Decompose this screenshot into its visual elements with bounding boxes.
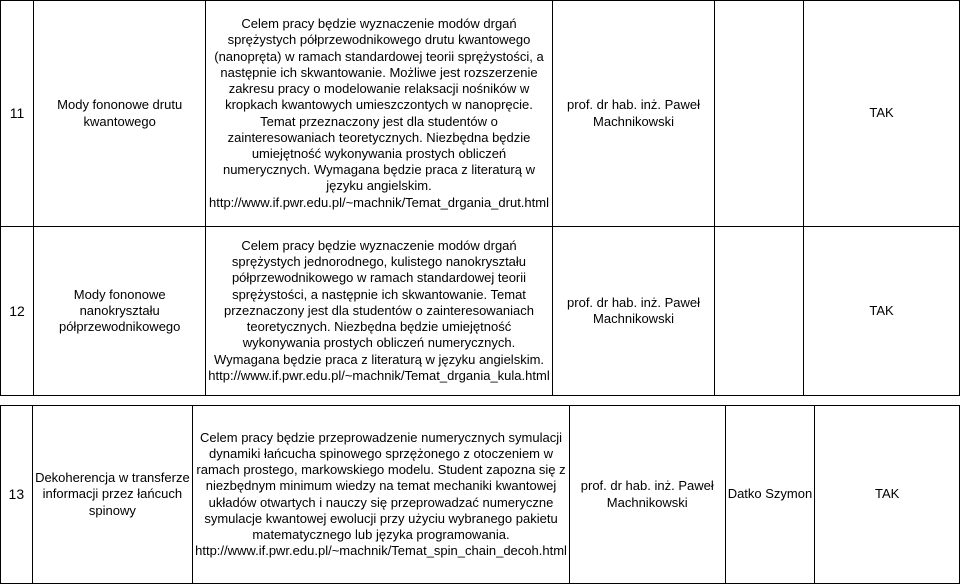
supervisor-name: prof. dr hab. inż. Paweł Machnikowski xyxy=(552,1,715,227)
student-name xyxy=(715,1,804,227)
row-number: 12 xyxy=(1,227,34,396)
student-name: Datko Szymon xyxy=(725,406,815,584)
table-row xyxy=(1,1,960,227)
topics-table-lower xyxy=(0,405,960,584)
topic-title: Dekoherencja w transferze informacji przez łańcuch spinowy xyxy=(32,406,192,584)
topic-description: Celem pracy będzie wyznaczenie modów drgań sprężystych półprzewodnikowego drutu kwantowego (nanopręta) w ramach standardowej teorii sprężystości, a następnie ich skwantowanie. Możliwe jest rozszerzenie zakresu pracy o modelowanie relaksacji nośników w kropkach kwantowych umieszczontych w nanopręcie. Temat przeznaczony jest dla studentów o zainteresowaniach teoretycznych. Niezbędna będzie umiejętność wykonywania prostych obliczeń numerycznych. Wymagana będzie praca z literaturą w języku angielskim. http://www.if.pwr.edu.pl/~machnik/Temat_drgania_drut.html xyxy=(206,1,552,227)
status-value: TAK xyxy=(804,227,960,396)
topic-title: Mody fononowe drutu kwantowego xyxy=(34,1,206,227)
topic-description: Celem pracy będzie przeprowadzenie numerycznych symulacji dynamiki łańcucha spinowego sprzężonego z otoczeniem w ramach prostego, markowskiego modelu. Student zapozna się z niezbędnym minimum wiedzy na temat mechaniki kwantowej układów otwartych i nauczy się przeprowadzać numeryczne symulacje kwantowej ewolucji przy użyciu wybranego pakietu matematycznego lub języka programowania. http://www.if.pwr.edu.pl/~machnik/Temat_spin_chain_decoh.html xyxy=(193,406,570,584)
row-number: 11 xyxy=(1,1,34,227)
status-value: TAK xyxy=(804,1,960,227)
topic-title: Mody fononowe nanokryształu półprzewodnikowego xyxy=(34,227,206,396)
page-gap xyxy=(0,396,960,405)
supervisor-name: prof. dr hab. inż. Paweł Machnikowski xyxy=(569,406,725,584)
topic-description: Celem pracy będzie wyznaczenie modów drgań sprężystych jednorodnego, kulistego nanokryształu półprzewodnikowego w ramach standardowej teorii sprężystości, a następnie ich skwantowanie. Temat przeznaczony jest dla studentów o zainteresowaniach teoretycznych. Niezbędna będzie umiejętność wykonywania prostych obliczeń numerycznych. Wymagana będzie praca z literaturą w języku angielskim. http://www.if.pwr.edu.pl/~machnik/Temat_drgania_kula.html xyxy=(206,227,552,396)
status-value: TAK xyxy=(815,406,960,584)
table-row xyxy=(1,406,960,584)
supervisor-name: prof. dr hab. inż. Paweł Machnikowski xyxy=(552,227,715,396)
table-row xyxy=(1,227,960,396)
student-name xyxy=(715,227,804,396)
row-number: 13 xyxy=(1,406,33,584)
